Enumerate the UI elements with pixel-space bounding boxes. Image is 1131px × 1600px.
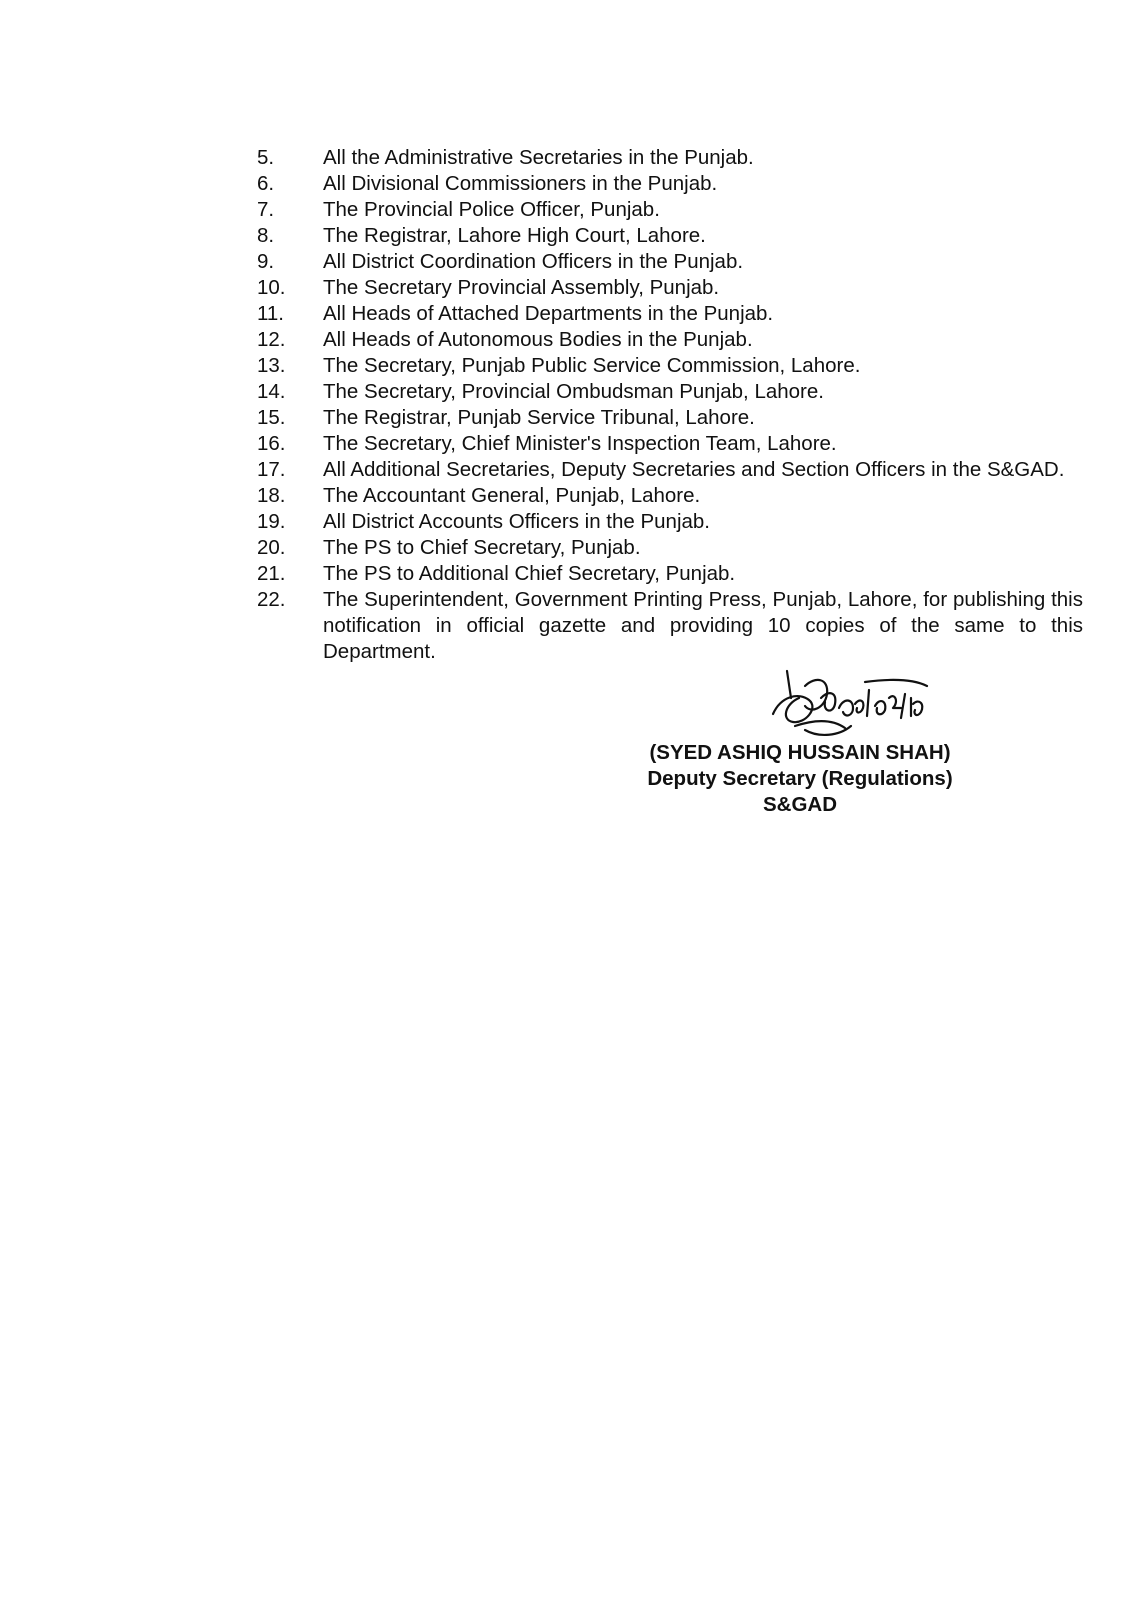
signatory-department: S&GAD [762,793,838,816]
item-text: The Secretary, Chief Minister's Inspection Team, Lahore. [323,432,837,455]
list-item [257,509,1083,535]
list-item [257,275,1083,301]
item-text: The Provincial Police Officer, Punjab. [323,198,660,221]
signature-block [600,668,1000,828]
item-number: 22. [257,588,286,611]
handwritten-signature [765,668,945,748]
signatory-details [600,740,1000,818]
list-item [257,145,1083,171]
item-number: 5. [257,146,275,169]
item-number: 12. [257,328,286,351]
list-item [257,405,1083,431]
list-item [257,197,1083,223]
list-item [257,301,1083,327]
item-text: The Registrar, Lahore High Court, Lahore. [323,224,706,247]
item-text: All Additional Secretaries, Deputy Secretaries and Section Officers in the S&GAD. [323,458,1065,481]
item-text: The Secretary, Punjab Public Service Commission, Lahore. [323,354,861,377]
signatory-name: (SYED ASHIQ HUSSAIN SHAH) [649,741,951,764]
item-number: 13. [257,354,286,377]
item-number: 21. [257,562,286,585]
item-text: The Superintendent, Government Printing Press, Punjab, Lahore, for publishing this notification in official gazette and providing 10 copies of the same to this Department. [323,588,1083,663]
item-text: All Heads of Autonomous Bodies in the Punjab. [323,328,753,351]
item-text: The Secretary Provincial Assembly, Punjab. [323,276,720,299]
item-text: All District Accounts Officers in the Punjab. [323,510,711,533]
item-text: All Divisional Commissioners in the Punjab. [323,172,718,195]
item-text: The Accountant General, Punjab, Lahore. [323,484,701,507]
item-number: 19. [257,510,286,533]
list-item [257,223,1083,249]
list-item [257,327,1083,353]
item-number: 18. [257,484,286,507]
item-number: 14. [257,380,286,403]
distribution-list [257,145,1083,665]
item-number: 7. [257,198,275,221]
list-item [257,379,1083,405]
item-text: All the Administrative Secretaries in the Punjab. [323,146,754,169]
item-number: 15. [257,406,286,429]
list-item [257,457,1083,483]
item-text: The PS to Chief Secretary, Punjab. [323,536,641,559]
item-text: The Registrar, Punjab Service Tribunal, Lahore. [323,406,755,429]
list-item [257,561,1083,587]
item-text: The PS to Additional Chief Secretary, Punjab. [323,562,736,585]
item-number: 9. [257,250,275,273]
item-number: 8. [257,224,275,247]
item-number: 6. [257,172,275,195]
item-text: The Secretary, Provincial Ombudsman Punjab, Lahore. [323,380,824,403]
list-item [257,483,1083,509]
item-number: 16. [257,432,286,455]
list-item [257,353,1083,379]
item-number: 20. [257,536,286,559]
item-number: 11. [257,302,284,325]
list-item [257,171,1083,197]
item-text: All District Coordination Officers in the Punjab. [323,250,744,273]
item-number: 17. [257,458,286,481]
signatory-designation: Deputy Secretary (Regulations) [647,767,953,790]
list-item [257,587,1083,665]
list-item [257,249,1083,275]
list-item [257,431,1083,457]
list-item [257,535,1083,561]
item-number: 10. [257,276,286,299]
item-text: All Heads of Attached Departments in the Punjab. [323,302,774,325]
